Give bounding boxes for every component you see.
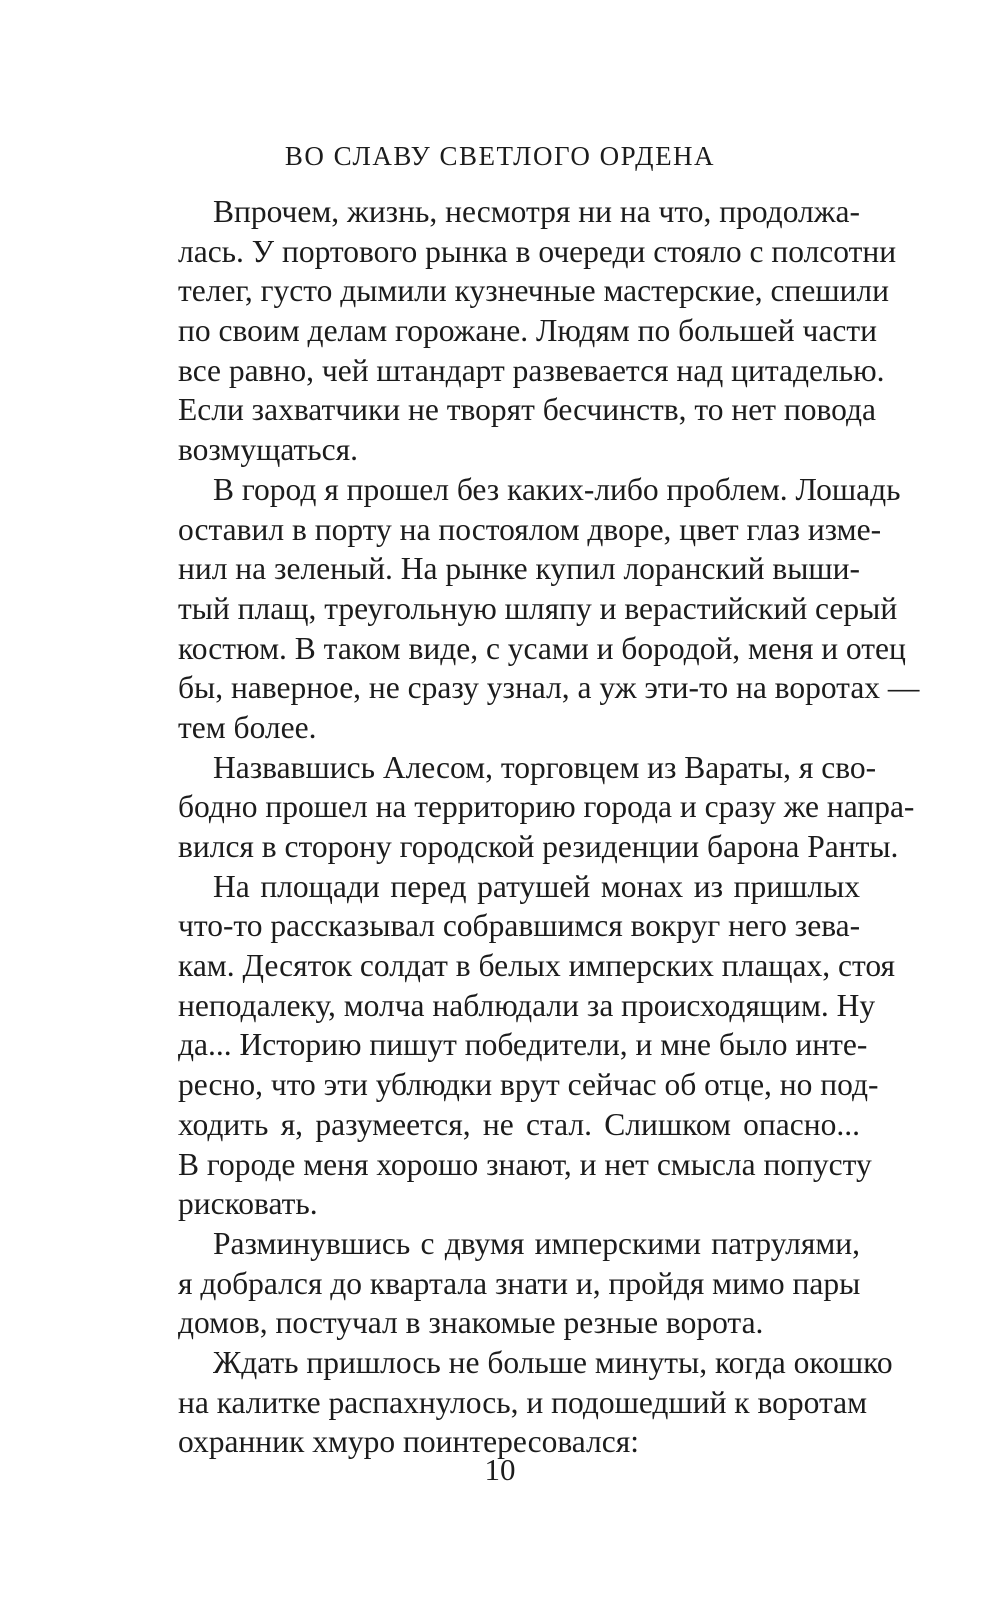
body-text (178, 192, 920, 1462)
text-line: лась. У портового рынка в очереди стояло с полсотни (178, 233, 897, 269)
text-line: Впрочем, жизнь, несмотря ни на что, продолжа- (213, 194, 860, 229)
text-line: ходить я, разумеется, не стал. Слишком опасно... (178, 1106, 860, 1142)
text-line: что-то рассказывал собравшимся вокруг него зева- (178, 908, 861, 944)
text-line: оставил в порту на постоялом дворе, цвет глаз изме- (178, 511, 882, 547)
text-line: костюм. В таком виде, с усами и бородой, меня и отец (178, 630, 906, 666)
text-line: по своим делам горожане. Людям по большей части (178, 313, 877, 349)
paragraph (178, 1224, 860, 1343)
text-line: Ждать пришлось не больше минуты, когда окошко (213, 1344, 893, 1380)
text-line: телег, густо дымили кузнечные мастерские, спешили (178, 273, 890, 309)
text-line: вился в сторону городской резиденции барона Ранты. (178, 829, 899, 864)
text-line: Назвавшись Алесом, торговцем из Вараты, я сво- (213, 749, 877, 785)
text-line: на калитке распахнулось, и подошедший к воротам (178, 1384, 868, 1420)
text-line: я добрался до квартала знати и, пройдя мимо пары (178, 1265, 861, 1301)
running-head: ВО СЛАВУ СВЕТЛОГО ОРДЕНА (284, 141, 716, 171)
text-line: бодно прошел на территорию города и сразу же напра- (178, 789, 915, 825)
paragraph (178, 470, 920, 748)
paragraph (178, 867, 896, 1224)
text-line: возмущаться. (178, 432, 358, 468)
text-line: В город я прошел без каких-либо проблем. Лошадь (213, 471, 901, 507)
text-line: бы, наверное, не сразу узнал, а уж эти-то на воротах — (178, 670, 920, 706)
text-line: тый плащ, треугольную шляпу и верастийский серый (178, 590, 898, 626)
text-line: ресно, что эти ублюдки врут сейчас об отце, но под- (178, 1067, 879, 1103)
text-line: все равно, чей штандарт развевается над цитаделью. (178, 352, 885, 388)
text-line: В городе меня хорошо знают, и нет смысла попусту (178, 1146, 872, 1182)
text-line: домов, постучал в знакомые резные ворота. (178, 1305, 764, 1341)
paragraph (178, 748, 915, 867)
text-line: неподалеку, молча наблюдали за происходящим. Ну (178, 987, 876, 1023)
page-number: 10 (484, 1452, 516, 1487)
text-line: нил на зеленый. На рынке купил лоранский выши- (178, 551, 861, 587)
text-line: Если захватчики не творят бесчинств, то нет повода (178, 392, 876, 428)
text-line: Разминувшись с двумя имперскими патрулями, (213, 1225, 860, 1261)
text-line: тем более. (178, 709, 317, 745)
text-line: да... Историю пишут победители, и мне было инте- (178, 1027, 868, 1063)
text-line: рисковать. (178, 1186, 318, 1222)
text-line: охранник хмуро поинтересовался: (178, 1424, 639, 1460)
text-line: На площади перед ратушей монах из пришлых (213, 868, 860, 904)
paragraph (178, 192, 897, 470)
text-line: кам. Десяток солдат в белых имперских плащах, стоя (178, 948, 896, 984)
paragraph (178, 1343, 893, 1462)
